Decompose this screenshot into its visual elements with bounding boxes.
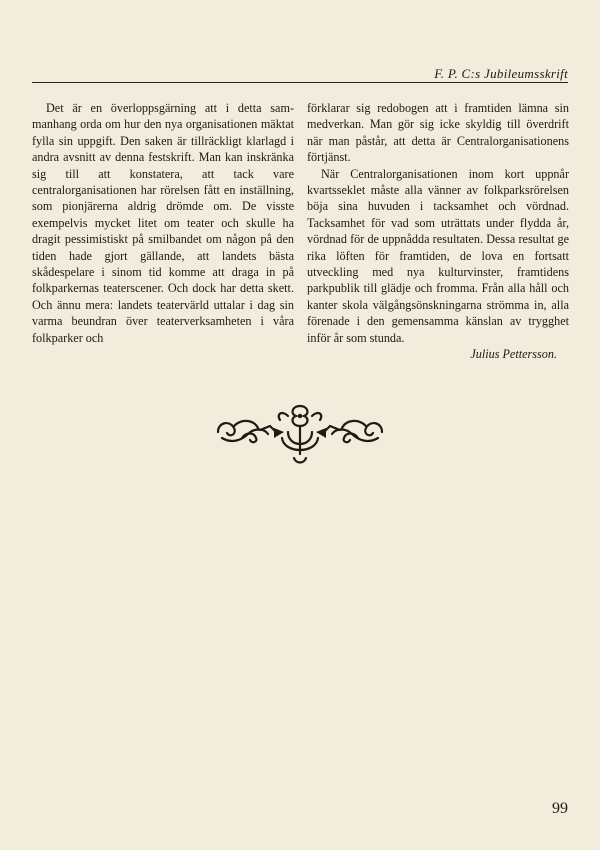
left-column: [32, 100, 294, 346]
right-column: [307, 100, 569, 363]
paragraph-continued: förklarar sig redobogen att i framtiden lämna sin medverkan. Man gör sig icke skyldig till överdrift när man påstår, att detta är Centralorganisationens förtjänst.: [307, 101, 569, 165]
paragraph: Det är en överloppsgärning att i detta sammanhang orda om hur den nya organisationen mäktat fylla sin uppgift. Den saken är tillräckligt klarlagd i andra avsnitt av denna festskrift. Man kan inskränka sig till att konstatera, att tack vare centralorganisationen har rörelsen fått en inställning, som pionjärerna aldrig drömde om. De visste exempelvis mycket litet om teater och skulle ha dragit pessimistiskt på smilbandet om någon på den tiden hade gjort gällande, att landets bästa skådespelare i sinom tid komme att draga in på folkparkernas teaterscener. Och dock har detta skett. Och ännu mera: landets teatervärld uttalar i dag sin varma beundran över teaterverksamheten i våra folkparker och: [32, 101, 294, 345]
paragraph: När Centralorganisationen inom kort uppnår kvartsseklet måste alla vänner av folkparksrörelsen böja sina huvuden i tacksamhet och vördnad. Tacksamhet för vad som uträttats under flydda år, vördnad för de uppnådda resultaten. Dessa resultat ge rika löften för framtiden, de lova en fortsatt utveckling med nya kulturvinster, framtidens parkpublik till glädje och fromma. Från alla håll och kanter skola välgångsönskningarna strömma in, alla förenade i den gemensamma känslan av trygghet inför år som stunda.: [307, 166, 569, 345]
author-signature: Julius Pettersson.: [470, 347, 557, 362]
header-rule: [32, 82, 568, 83]
page-number: 99: [552, 800, 568, 817]
running-title: F. P. C:s Jubileumsskrift: [434, 66, 568, 81]
scroll-ornament-icon: [212, 398, 388, 470]
